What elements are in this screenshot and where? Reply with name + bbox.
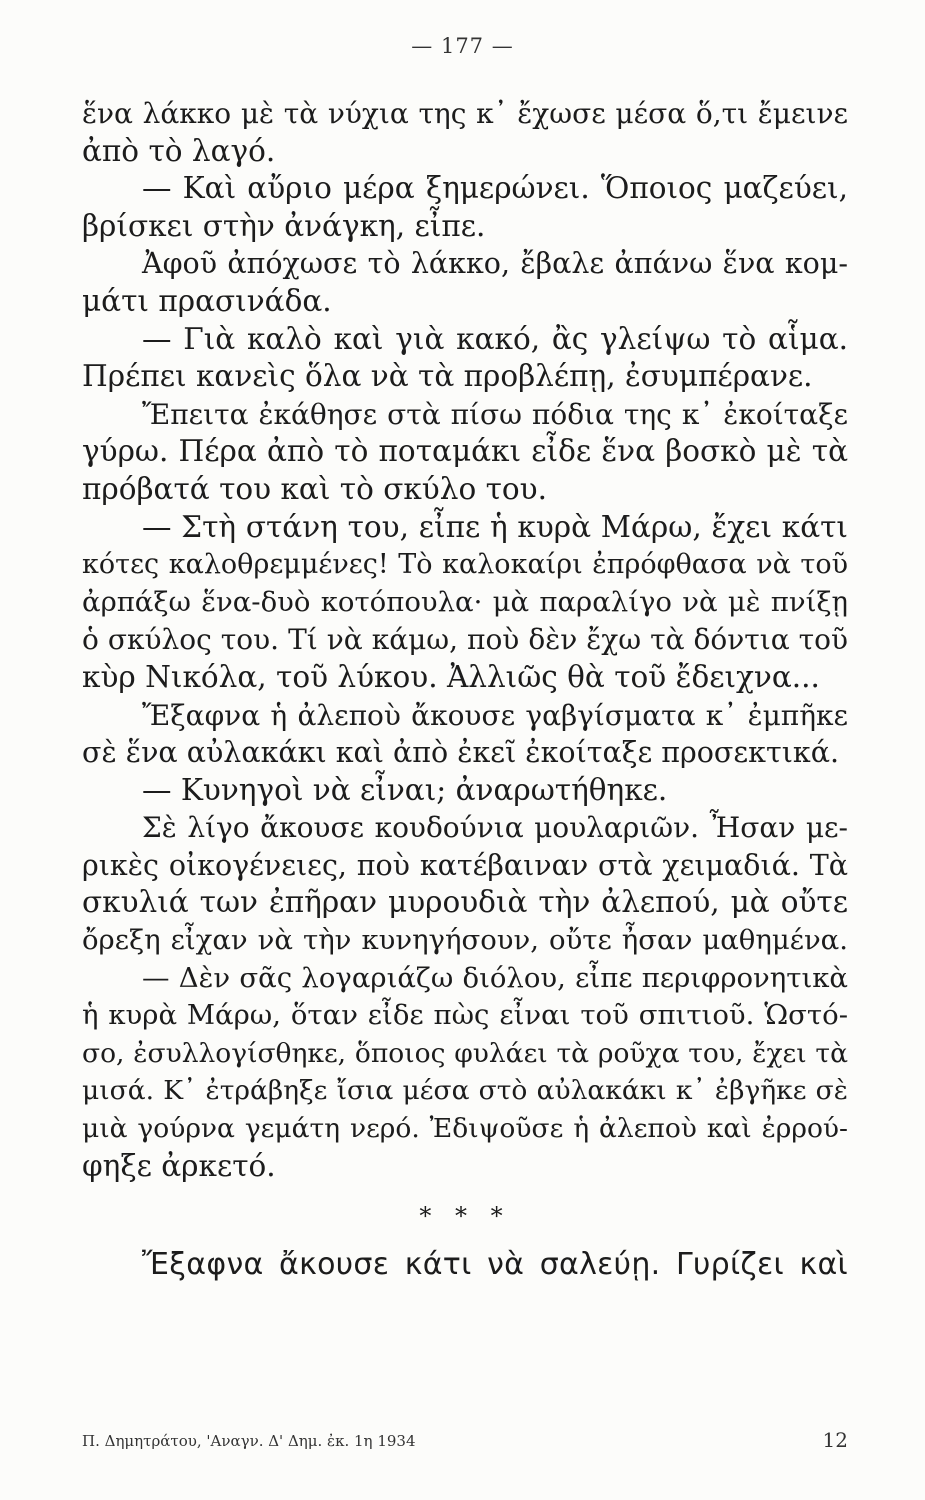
- signature-mark: 12: [822, 1428, 848, 1452]
- text-line: φηξε ἀρκετό.: [82, 1148, 276, 1183]
- text-line: μιὰ γούρνα γεμάτη νερό. Ἐδιψοῦσε ἡ ἀλεποὺ καὶ ἐρρού-: [82, 1113, 848, 1145]
- text-line: ἕνα λάκκο μὲ τὰ νύχια της κ᾽ ἔχωσε μέσα ὅ,τι ἔμεινε: [82, 97, 848, 130]
- text-line: Ἀφοῦ ἀπόχωσε τὸ λάκκο, ἔβαλε ἀπάνω ἕνα κομ-: [142, 247, 848, 281]
- text-line: γύρω. Πέρα ἀπὸ τὸ ποταμάκι εἶδε ἕνα βοσκὸ μὲ τὰ: [82, 434, 848, 469]
- text-line: — Στὴ στάνη του, εἶπε ἡ κυρὰ Μάρω, ἔχει κάτι: [142, 509, 848, 544]
- text-line: σκυλιά των ἐπῆραν μυρουδιὰ τὴν ἀλεπού, μὰ οὔτε: [82, 885, 848, 920]
- text-line: ὄρεξη εἶχαν νὰ τὴν κυνηγήσουν, οὔτε ἦσαν μαθημένα.: [82, 924, 848, 957]
- text-line: — Γιὰ καλὸ καὶ γιὰ κακό, ἂς γλείψω τὸ αἷμα.: [142, 321, 848, 356]
- text-line: κότες καλοθρεμμένες! Τὸ καλοκαίρι ἐπρόφθασα νὰ τοῦ: [82, 549, 848, 581]
- text-line: μάτι πρασινάδα.: [82, 283, 332, 318]
- text-line: Ἔπειτα ἐκάθησε στὰ πίσω πόδια της κ᾽ ἐκοίταξε: [142, 397, 848, 431]
- text-line: Ἔξαφνα ἄκουσε κάτι νὰ σαλεύῃ. Γυρίζει καὶ: [142, 1247, 848, 1283]
- text-line: βρίσκει στὴν ἀνάγκη, εἶπε.: [82, 208, 486, 243]
- text-line: Σὲ λίγο ἄκουσε κουδούνια μουλαριῶν. Ἦσαν με-: [142, 811, 848, 845]
- text-line: — Δὲν σᾶς λογαριάζω διόλου, εἶπε περιφρονητικὰ: [142, 961, 848, 994]
- text-line: Πρέπει κανεὶς ὅλα νὰ τὰ προβλέπῃ, ἐσυμπέρανε.: [82, 359, 813, 394]
- text-line: — Κυνηγοὶ νὰ εἶναι; ἀναρωτήθηκε.: [142, 772, 668, 807]
- section-separator: * * *: [419, 1202, 511, 1231]
- text-line: Ἔξαφνα ἡ ἀλεποὺ ἄκουσε γαβγίσματα κ᾽ ἐμπῆκε: [142, 698, 848, 732]
- text-line: σο, ἐσυλλογίσθηκε, ὅποιος φυλάει τὰ ροῦχα του, ἔχει τὰ: [82, 1037, 848, 1069]
- text-line: σὲ ἕνα αὐλακάκι καὶ ἀπὸ ἐκεῖ ἐκοίταξε προσεκτικά.: [82, 736, 840, 770]
- footer-imprint: Π. Δημητράτου, 'Αναγν. Δ' Δημ. ἐκ. 1η 1934: [82, 1432, 416, 1450]
- text-line: ἀπὸ τὸ λαγό.: [82, 133, 276, 168]
- text-line: ρικὲς οἰκογένειες, ποὺ κατέβαιναν στὰ χειμαδιά. Τὰ: [82, 848, 848, 882]
- text-line: κὺρ Νικόλα, τοῦ λύκου. Ἀλλιῶς θὰ τοῦ ἔδειχνα...: [82, 659, 820, 694]
- text-line: ἀρπάξω ἕνα-δυὸ κοτόπουλα· μὰ παραλίγο νὰ μὲ πνίξῃ: [82, 585, 848, 618]
- page-number: — 177 —: [411, 34, 514, 58]
- text-line: πρόβατά του καὶ τὸ σκύλο του.: [82, 471, 547, 506]
- text-line: ὁ σκύλος του. Τί νὰ κάμω, ποὺ δὲν ἔχω τὰ δόντια τοῦ: [82, 623, 848, 657]
- text-line: — Καὶ αὔριο μέρα ξημερώνει. Ὅποιος μαζεύει,: [142, 171, 848, 206]
- body-text: [82, 95, 848, 1284]
- text-line: μισά. Κ᾽ ἐτράβηξε ἴσια μέσα στὸ αὐλακάκι κ᾽ ἐβγῆκε σὲ: [82, 1075, 848, 1107]
- text-line: ἡ κυρὰ Μάρω, ὅταν εἶδε πὼς εἶναι τοῦ σπιτιοῦ. Ὡστό-: [82, 999, 848, 1032]
